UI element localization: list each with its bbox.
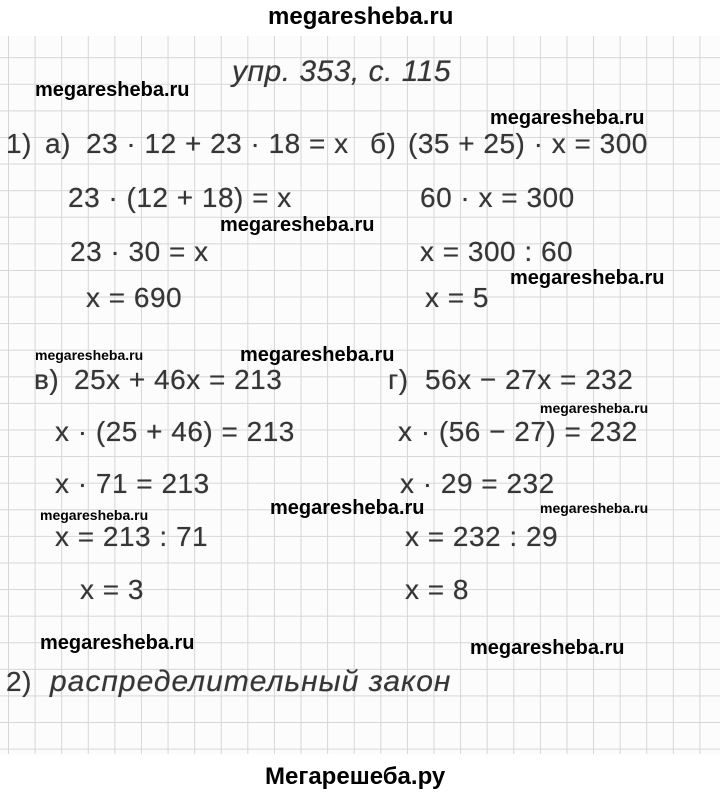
task1v-line-1: 25x + 46x = 213 (74, 364, 283, 395)
watermark: megaresheba.ru (40, 507, 149, 523)
task1-label: 1) (6, 128, 32, 159)
task1g-line-1: 56x − 27x = 232 (425, 364, 634, 395)
task1v-label: в) (34, 364, 60, 395)
task1a-line-1: 23 · 12 + 23 · 18 = x (86, 128, 349, 159)
task1v-line-3: x · 71 = 213 (55, 468, 210, 499)
task1g-answer: x = 8 (405, 574, 469, 605)
task1b-line-2: 60 · x = 300 (420, 182, 575, 213)
task1a-line-2: 23 · (12 + 18) = x (68, 182, 292, 213)
task2-label: 2) (6, 666, 32, 697)
task1g-label: г) (388, 364, 409, 395)
task1a-line-3: 23 · 30 = x (70, 236, 209, 267)
watermark: megaresheba.ru (35, 347, 144, 363)
task1v-answer: x = 3 (80, 574, 144, 605)
watermark: megaresheba.ru (40, 632, 195, 654)
task1g-line-4: x = 232 : 29 (405, 521, 559, 552)
task1b-line-1: (35 + 25) · x = 300 (408, 128, 648, 159)
watermark: megaresheba.ru (540, 400, 649, 416)
task1g-line-3: x · 29 = 232 (400, 468, 555, 499)
task1b-line-3: x = 300 : 60 (420, 236, 574, 267)
task2-answer: распределительный закон (50, 665, 452, 698)
task1a-answer: x = 690 (86, 282, 183, 313)
task1g-line-2: x · (56 − 27) = 232 (398, 416, 638, 447)
watermark: megaresheba.ru (470, 637, 625, 659)
task1v-line-2: x · (25 + 46) = 213 (55, 416, 295, 447)
task1a-label: а) (45, 128, 71, 159)
watermark: megaresheba.ru (490, 107, 645, 129)
task1b-label: б) (370, 128, 397, 159)
task1v-line-4: x = 213 : 71 (55, 521, 209, 552)
watermark: megaresheba.ru (240, 344, 395, 366)
task1b-answer: x = 5 (425, 282, 489, 313)
watermark: megaresheba.ru (510, 267, 665, 289)
watermark: megaresheba.ru (220, 214, 375, 236)
watermark: megaresheba.ru (270, 497, 425, 519)
exercise-title: упр. 353, с. 115 (232, 55, 452, 88)
watermark: megaresheba.ru (35, 79, 190, 101)
footer-site-watermark: Мегарешеба.ру (265, 763, 446, 790)
header-site-watermark: megaresheba.ru (268, 3, 454, 30)
watermark: megaresheba.ru (540, 500, 649, 516)
